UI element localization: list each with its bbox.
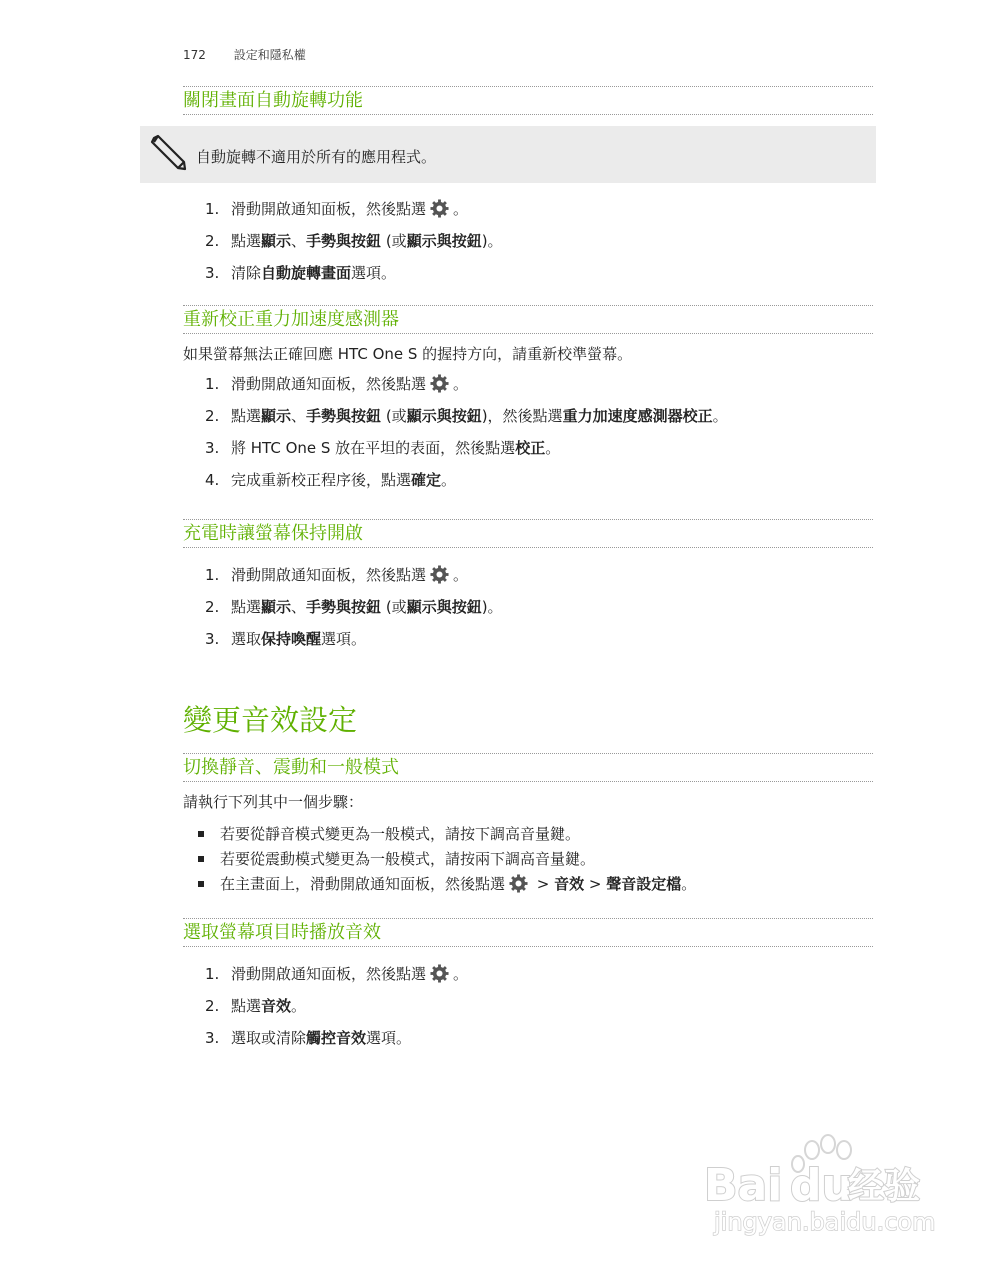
page-number: 172 [183, 48, 206, 62]
section-sound-modes [183, 753, 873, 897]
list-item: 3. 清除自動旋轉畫面選項。 [205, 264, 397, 282]
section-intro: 如果螢幕無法正確回應 HTC One S 的握持方向，請重新校準螢幕。 [183, 345, 633, 363]
page-header [183, 46, 306, 63]
section-stay-awake [183, 519, 873, 655]
settings-gear-icon [430, 374, 449, 393]
section-title: 關閉畫面自動旋轉功能 [183, 86, 873, 115]
note-box [140, 126, 876, 183]
list-item: 3. 選取或清除觸控音效選項。 [205, 1029, 412, 1047]
list-item: 2. 點選顯示、手勢與按鈕 (或顯示與按鈕)。 [205, 598, 503, 616]
watermark-brand-cn: 经验 [848, 1166, 921, 1207]
list-item: 若要從震動模式變更為一般模式，請按兩下調高音量鍵。 [183, 847, 873, 872]
settings-gear-icon [430, 199, 449, 218]
watermark-url: jingyan.baidu.com [714, 1208, 936, 1236]
settings-gear-icon [430, 565, 449, 584]
list-item: 1. 滑動開啟通知面板，然後點選 。 [205, 965, 469, 983]
section-title: 充電時讓螢幕保持開啟 [183, 519, 873, 548]
list-item: 若要從靜音模式變更為一般模式，請按下調高音量鍵。 [183, 822, 873, 847]
baidu-watermark [700, 1130, 940, 1240]
list-item: 3. 將 HTC One S 放在平坦的表面，然後點選校正。 [205, 439, 561, 457]
list-item: 1. 滑動開啟通知面板，然後點選 。 [205, 200, 469, 218]
list-item: 1. 滑動開啟通知面板，然後點選 。 [205, 375, 469, 393]
settings-gear-icon [430, 964, 449, 983]
list-item: 2. 點選音效。 [205, 997, 307, 1015]
chapter-heading: 變更音效設定 [183, 703, 358, 737]
section-auto-rotate [183, 86, 873, 115]
list-item: 1. 滑動開啟通知面板，然後點選 。 [205, 566, 469, 584]
list-item: 2. 點選顯示、手勢與按鈕 (或顯示與按鈕)，然後點選重力加速度感測器校正。 [205, 407, 728, 425]
list-item: 2. 點選顯示、手勢與按鈕 (或顯示與按鈕)。 [205, 232, 503, 250]
settings-gear-icon [509, 874, 528, 893]
section-gsensor [183, 305, 873, 496]
list-item: 3. 選取保持喚醒選項。 [205, 630, 367, 648]
section-title: 切換靜音、震動和一般模式 [183, 753, 873, 782]
steps-auto-rotate [183, 193, 873, 289]
section-intro: 請執行下列其中一個步驟： [183, 793, 364, 811]
section-title: 重新校正重力加速度感測器 [183, 305, 873, 334]
pencil-icon [148, 132, 188, 172]
watermark-brand: Bai [704, 1160, 783, 1211]
section-touch-sounds [183, 918, 873, 1054]
section-title: 選取螢幕項目時播放音效 [183, 918, 873, 947]
list-item: 在主畫面上，滑動開啟通知面板，然後點選 > 音效 > 聲音設定檔。 [183, 872, 873, 897]
note-text: 自動旋轉不適用於所有的應用程式。 [196, 148, 437, 166]
watermark-brand-du: du [790, 1160, 853, 1211]
chapter-name: 設定和隱私權 [233, 48, 306, 62]
list-item: 4. 完成重新校正程序後，點選確定。 [205, 471, 457, 489]
